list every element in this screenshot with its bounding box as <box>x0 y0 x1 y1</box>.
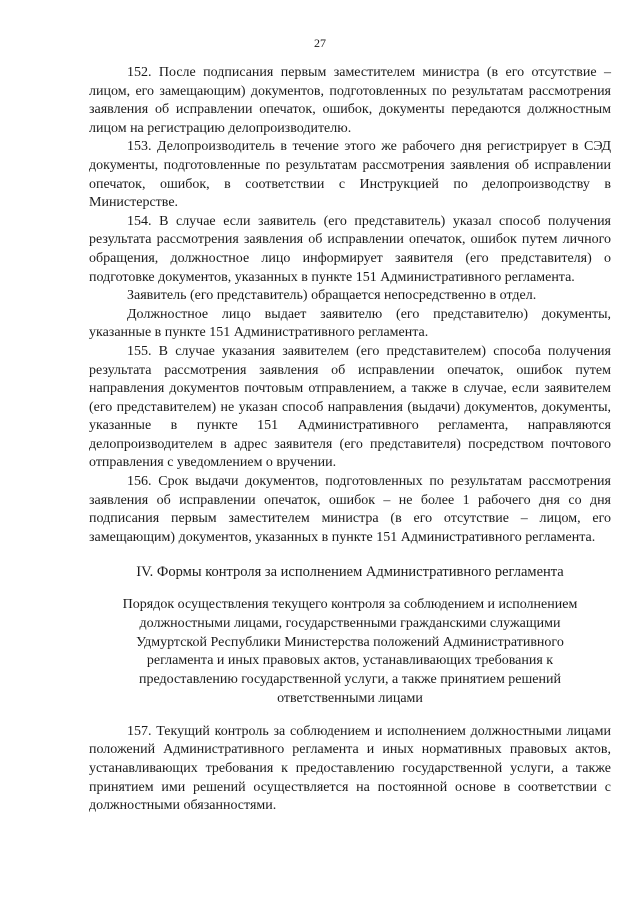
paragraph-154: 154. В случае если заявитель (его представитель) указал способ получения результата рассмотрения заявления об исправлении опечаток, ошибок путем личного обращения, должностное лицо информирует заявителя (его представителя) о подготовке документов, указанных в пункте 151 Административного регламента. <box>89 213 611 285</box>
paragraph-applicant-visit: Заявитель (его представитель) обращается непосредственно в отдел. <box>127 288 537 304</box>
document-body <box>89 64 611 816</box>
section-title: IV. Формы контроля за исполнением Административного регламента <box>136 564 564 581</box>
paragraph-157: 157. Текущий контроль за соблюдением и исполнением должностными лицами положений Административного регламента и иных нормативных правовых актов, устанавливающих требования к предоставлению государственной услуги, а также принятием ими решений осуществляется на постоянной основе в соответствии с должностными обязанностями. <box>89 723 611 814</box>
paragraph-152: 152. После подписания первым заместителем министра (в его отсутствие – лицом, его замещающим) документов, подготовленных по результатам рассмотрения заявления об исправлении опечаток, ошибок, документы передаются должностным лицом на регистрацию делопроизводителю. <box>89 65 611 136</box>
paragraph-156: 156. Срок выдачи документов, подготовленных по результатам рассмотрения заявления об исправлении опечаток, ошибок – не более 1 рабочего дня со дня подписания первым заместителем министра (в его отсутствие – лицом, его замещающим) документов, указанных в пункте 151 Административного регламента. <box>89 474 611 545</box>
page-number: 27 <box>314 36 326 50</box>
paragraph-153: 153. Делопроизводитель в течение этого же рабочего дня регистрирует в СЭД документы, подготовленные по результатам рассмотрения заявления об исправлении опечаток, ошибок, в соответствии с Инструкцией по делопроизводству в Министерстве. <box>89 139 611 211</box>
paragraph-155: 155. В случае указания заявителем (его представителем) способа получения результата рассмотрения заявления об исправлении опечаток, ошибок путем направления документов почтовым отправлением, а также в случае, если заявителем (его представителем) не указан способ направления (выдачи) документов, документы, указанные в пункте 151 Административного регламента, направляются делопроизводителем в адрес заявителя (его представителя) посредством почтового отправления с уведомлением о вручении. <box>89 343 611 471</box>
paragraph-official-issues: Должностное лицо выдает заявителю (его представителю) документы, указанные в пункте 151 Административного регламента. <box>89 306 611 341</box>
subsection-title: Порядок осуществления текущего контроля за соблюдением и исполнением должностными лицами, государственными гражданскими служащими Удмуртской Республики Министерства положений Административного регламента и иных правовых актов, устанавливающих требования к предоставлению государственной услуги, а также принятием решений ответственными лицами <box>122 597 578 707</box>
